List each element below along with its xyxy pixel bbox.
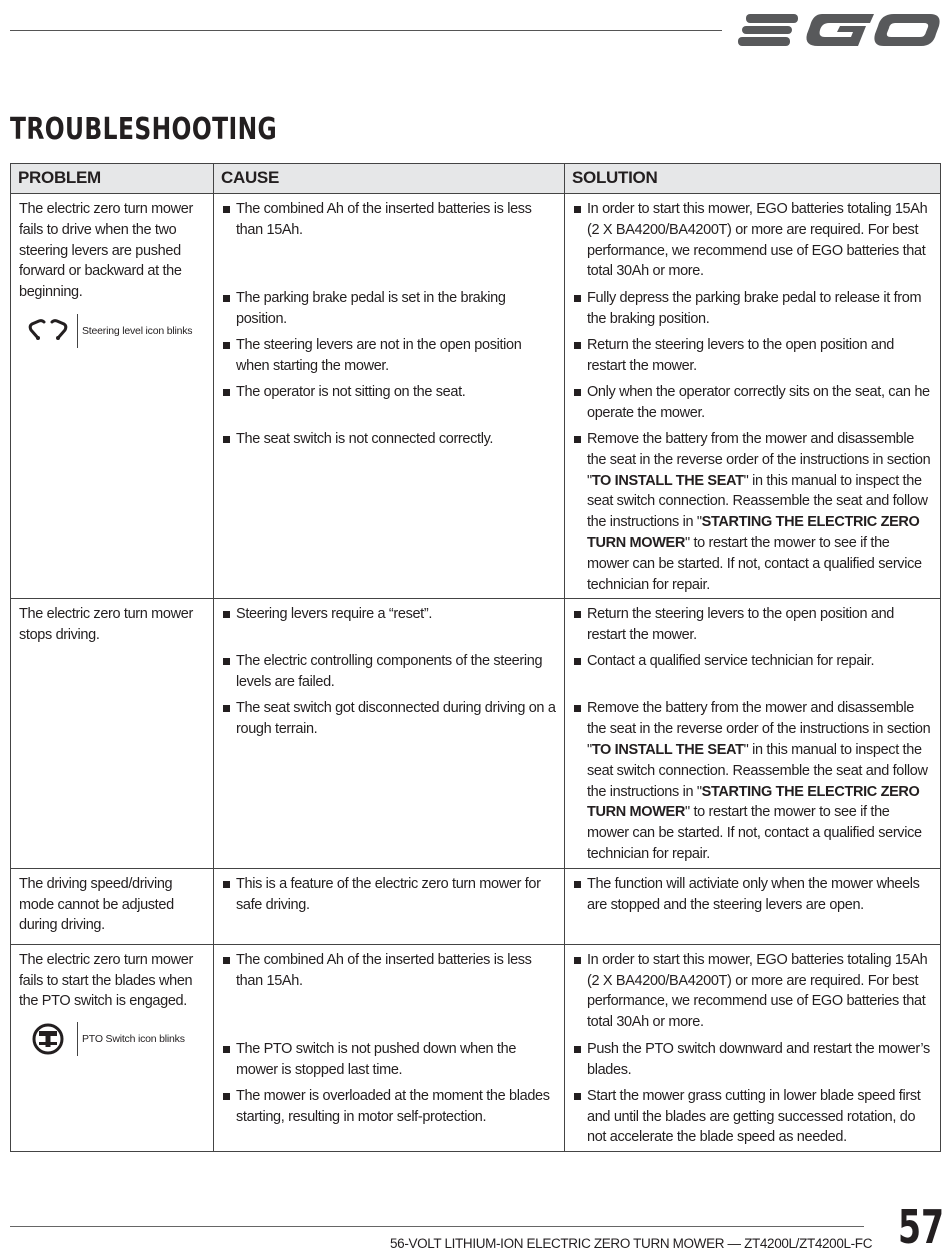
problem-text: The driving speed/driving mode cannot be adjusted during driving. [19, 875, 174, 934]
header-problem: PROBLEM [11, 164, 214, 194]
table-row [11, 868, 941, 944]
solution-item: Return the steering levers to the open position and restart the mower. [573, 604, 934, 645]
cause-item: This is a feature of the electric zero turn mower for safe driving. [222, 874, 558, 916]
pto-switch-icon [25, 1022, 71, 1056]
cause-item: The seat switch is not connected correctly. [222, 429, 558, 450]
cause-item: The mower is overloaded at the moment the blades starting, resulting in motor self-protection. [222, 1086, 558, 1128]
icon-caption: PTO Switch icon blinks [82, 1032, 185, 1045]
cause-item: The combined Ah of the inserted batteries is less than 15Ah. [222, 950, 558, 1033]
header-solution: SOLUTION [565, 164, 941, 194]
solution-item: Remove the battery from the mower and disassemble the seat in the reverse order of the instructions in section "TO INSTALL THE SEAT" in this manual to inspect the seat switch connection. Reassemble the seat and follow the instructions in "STARTING THE ELECTRIC ZERO TURN MOWER" to restart the mower to see if the mower can be started. If not, contact a qualified service technician for repair. [573, 429, 934, 595]
problem-text: The electric zero turn mower fails to start the blades when the PTO switch is engaged. [19, 951, 193, 1010]
solution-item: In order to start this mower, EGO batteries totaling 15Ah (2 X BA4200/BA4200T) or more are required. For best performance, we recommend use of EGO batteries that total 30Ah or more. [573, 199, 934, 282]
solution-item: Start the mower grass cutting in lower blade speed first and until the blades are getting successed rotation, do not accelerate the blade speed as needed. [573, 1086, 934, 1148]
icon-callout [25, 1022, 207, 1056]
icon-caption: Steering level icon blinks [82, 324, 193, 337]
problem-text: The electric zero turn mower fails to drive when the two steering levers are pushed forward or backward at the beginning. [19, 201, 193, 301]
solution-item: The function will activiate only when the mower wheels are stopped and the steering levers are open. [573, 874, 934, 916]
table-row [11, 944, 941, 1151]
cause-item: The PTO switch is not pushed down when the mower is stopped last time. [222, 1039, 558, 1080]
solution-item: Remove the battery from the mower and disassemble the seat in the reverse order of the instructions in section "TO INSTALL THE SEAT" in this manual to inspect the seat switch connection. Reassemble the seat and follow the instructions in "STARTING THE ELECTRIC ZERO TURN MOWER" to restart the mower to see if the mower can be started. If not, contact a qualified service technician for repair. [573, 698, 934, 864]
table-row [11, 599, 941, 868]
troubleshooting-table [10, 163, 941, 1152]
steering-lever-icon [25, 316, 71, 346]
solution-item: Return the steering levers to the open position and restart the mower. [573, 335, 934, 376]
solution-item: In order to start this mower, EGO batteries totaling 15Ah (2 X BA4200/BA4200T) or more are required. For best performance, we recommend use of EGO batteries that total 30Ah or more. [573, 950, 934, 1033]
header-cause: CAUSE [214, 164, 565, 194]
cause-item: The steering levers are not in the open position when starting the mower. [222, 335, 558, 376]
cause-item: The parking brake pedal is set in the braking position. [222, 288, 558, 329]
solution-item: Only when the operator correctly sits on the seat, can he operate the mower. [573, 382, 934, 423]
table-header-row [11, 164, 941, 194]
cause-item: The seat switch got disconnected during driving on a rough terrain. [222, 698, 558, 740]
cause-item: Steering levers require a “reset”. [222, 604, 558, 645]
page-number: 57 [898, 1200, 945, 1254]
cause-item: The electric controlling components of the steering levels are failed. [222, 651, 558, 692]
footer-text: 56-VOLT LITHIUM-ION ELECTRIC ZERO TURN MOWER — ZT4200L/ZT4200L-FC [390, 1236, 873, 1251]
footer-rule [10, 1226, 864, 1227]
solution-item: Push the PTO switch downward and restart the mower’s blades. [573, 1039, 934, 1080]
page-title: TROUBLESHOOTING [10, 112, 278, 147]
table-row [11, 194, 941, 599]
icon-callout [25, 314, 207, 348]
cause-item: The operator is not sitting on the seat. [222, 382, 558, 423]
cause-item: The combined Ah of the inserted batteries is less than 15Ah. [222, 199, 558, 282]
ego-logo [734, 6, 940, 54]
solution-item: Contact a qualified service technician for repair. [573, 651, 934, 692]
problem-text: The electric zero turn mower stops driving. [19, 606, 193, 644]
solution-item: Fully depress the parking brake pedal to release it from the braking position. [573, 288, 934, 329]
header-rule [10, 30, 722, 31]
